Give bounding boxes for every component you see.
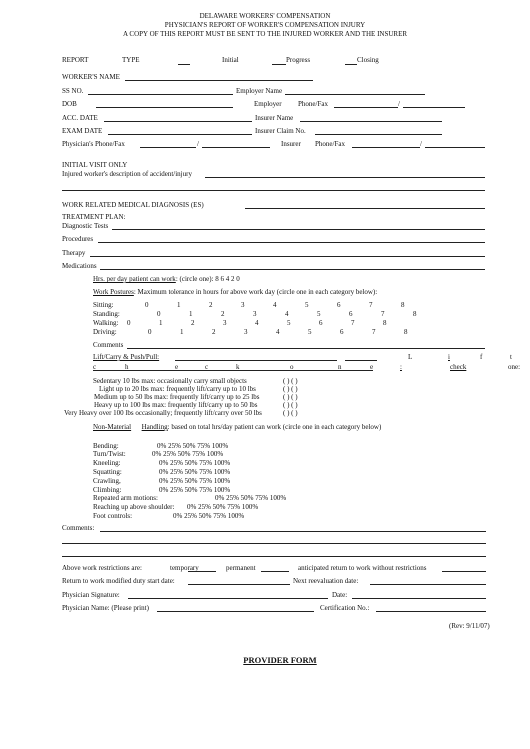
handling-row-values[interactable]: 0% 25% 50% 75% 100% xyxy=(159,459,231,467)
closing-option: Closing xyxy=(357,56,379,64)
scatter-letter: t xyxy=(510,353,512,361)
lift-carry-field-2[interactable] xyxy=(345,360,377,361)
lift-row-marks[interactable]: ( ) ( ) xyxy=(283,377,298,385)
posture-hour-option[interactable]: 8 xyxy=(401,301,405,309)
anticipated-return-option: anticipated return to work without restrictions xyxy=(298,564,427,572)
handling-instructions: : based on total hrs/day patient can work (circle one in each category below) xyxy=(167,423,382,431)
work-postures xyxy=(93,288,377,297)
posture-row-name: Walking: xyxy=(93,319,119,327)
employer-name-field[interactable] xyxy=(285,94,425,95)
scatter-letter: o xyxy=(290,363,294,371)
temporary-option: temporary xyxy=(170,564,199,572)
posture-hour-option[interactable]: 6 xyxy=(337,301,341,309)
posture-hour-option[interactable]: 0 xyxy=(157,310,161,318)
posture-hour-option[interactable]: 4 xyxy=(255,319,259,327)
handling-label-1: Non-Material xyxy=(93,423,132,431)
handling-row-values[interactable]: 0% 25% 50% 75% 100% xyxy=(159,477,231,485)
handling-comments-line2[interactable] xyxy=(62,543,486,544)
ss-no-label: SS NO. xyxy=(62,87,84,95)
scatter-letter: c xyxy=(205,363,209,371)
handling-row-name: Bending: xyxy=(93,442,119,450)
certification-no-label: Certification No.: xyxy=(320,604,370,612)
posture-hour-option[interactable]: 6 xyxy=(340,328,344,336)
handling-label-2: Handling xyxy=(141,423,168,431)
procedures-field[interactable] xyxy=(98,242,485,243)
hours-per-day-label: Hrs. per day patient can work xyxy=(93,275,176,283)
procedures-label: Procedures xyxy=(62,235,94,243)
handling-row-name: Kneeling: xyxy=(93,459,121,467)
posture-comments-field[interactable] xyxy=(127,348,485,349)
lift-carry-underline xyxy=(93,370,373,371)
work-postures-instructions: : Maximum tolerance in hours for above work day (circle one in each category below): xyxy=(133,288,378,296)
physicians-phone-field[interactable] xyxy=(140,147,196,148)
scatter-letter: i xyxy=(448,353,450,361)
posture-row-name: Standing: xyxy=(93,310,120,318)
posture-row-name: Driving: xyxy=(93,328,117,336)
diagnosis-label: WORK RELATED MEDICAL DIAGNOSIS (ES) xyxy=(62,201,204,209)
posture-hour-option[interactable]: 7 xyxy=(381,310,385,318)
handling-comments-line3[interactable] xyxy=(62,556,486,557)
provider-form-footer: PROVIDER FORM xyxy=(243,655,317,665)
posture-hour-option[interactable]: 3 xyxy=(253,310,257,318)
handling-row-values[interactable]: 0% 25% 50% 75% 100% xyxy=(173,512,245,520)
handling-comments-label: Comments: xyxy=(62,524,95,532)
lift-carry-field[interactable] xyxy=(175,360,337,361)
acc-date-label: ACC. DATE xyxy=(62,114,98,122)
physician-signature-field[interactable] xyxy=(128,598,328,599)
handling-row-values[interactable]: 0% 25% 50% 75% 100% xyxy=(159,486,231,494)
physician-name-label: Physician Name: (Please print) xyxy=(62,604,149,612)
scatter-letter: e xyxy=(175,363,179,371)
type-label: TYPE xyxy=(122,56,140,64)
physicians-phone-fax-label: Physician's Phone/Fax xyxy=(62,140,125,148)
handling-row-values[interactable]: 0% 25% 50% 75% 100% xyxy=(152,450,224,458)
posture-row-name: Sitting: xyxy=(93,301,114,309)
medications-label: Medications xyxy=(62,262,97,270)
certification-no-field[interactable] xyxy=(376,611,486,612)
posture-hour-option[interactable]: 8 xyxy=(404,328,408,336)
scatter-letter: f xyxy=(480,353,483,361)
scatter-letter: : xyxy=(400,363,402,371)
injury-description-label: Injured worker's description of accident/injury xyxy=(62,170,192,178)
diagnosis-field[interactable] xyxy=(245,208,485,209)
posture-hour-option[interactable]: 6 xyxy=(349,310,353,318)
handling-row-name: Climbing: xyxy=(93,486,122,494)
revision-date: (Rev: 9/11/07) xyxy=(449,622,490,630)
acc-date-field[interactable] xyxy=(104,121,252,122)
report-label: REPORT xyxy=(62,56,89,64)
posture-hour-option[interactable]: 1 xyxy=(180,328,184,336)
posture-hour-option[interactable]: 4 xyxy=(285,310,289,318)
lift-row-marks[interactable]: ( ) ( ) xyxy=(283,385,298,393)
therapy-field[interactable] xyxy=(90,256,485,257)
return-modified-field[interactable] xyxy=(188,584,290,585)
posture-hour-option[interactable]: 0 xyxy=(145,301,149,309)
employer-phone-field[interactable] xyxy=(334,107,398,108)
posture-hour-option[interactable]: 0 xyxy=(127,319,131,327)
handling-row-name: Reaching up above shoulder: xyxy=(93,503,175,511)
scatter-check: check xyxy=(450,363,467,371)
posture-hour-option[interactable]: 8 xyxy=(383,319,387,327)
lift-row-medium: Medium up to 50 lbs max: frequently lift/carry up to 25 lbs xyxy=(94,393,260,401)
exam-date-label: EXAM DATE xyxy=(62,127,103,135)
return-modified-label: Return to work modified duty start date: xyxy=(62,577,175,585)
handling-comments-field[interactable] xyxy=(100,531,486,532)
above-work-label: Above work restrictions are: xyxy=(62,564,142,572)
progress-option: Progress xyxy=(286,56,311,64)
handling-row-values[interactable]: 0% 25% 50% 75% 100% xyxy=(159,468,231,476)
lift-row-marks[interactable]: ( ) ( ) xyxy=(283,409,298,417)
posture-hour-option[interactable]: 7 xyxy=(369,301,373,309)
posture-hour-option[interactable]: 1 xyxy=(189,310,193,318)
scatter-one: one: xyxy=(508,363,521,371)
handling-row-values[interactable]: 0% 25% 50% 75% 100% xyxy=(187,503,259,511)
posture-hour-option[interactable]: 2 xyxy=(191,319,195,327)
work-postures-label: Work Postures xyxy=(93,288,134,296)
scatter-letter: L xyxy=(408,353,413,361)
injury-description-line2[interactable] xyxy=(62,190,485,191)
diagnostic-tests-field[interactable] xyxy=(112,229,485,230)
posture-hour-option[interactable]: 3 xyxy=(241,301,245,309)
insurer-phone-fax-label: Phone/Fax xyxy=(315,140,345,148)
posture-hour-option[interactable]: 4 xyxy=(276,328,280,336)
handling-row-name: Turn/Twist: xyxy=(93,450,126,458)
handling-row-name: Foot controls: xyxy=(93,512,133,520)
scatter-letter: e xyxy=(370,363,374,371)
posture-hour-option[interactable]: 2 xyxy=(212,328,216,336)
lift-row-light: Light up to 20 lbs max: frequently lift/carry up to 10 lbs xyxy=(99,385,256,393)
posture-comments-label: Comments xyxy=(93,341,124,349)
handling-row-values[interactable]: 0% 25% 50% 75% 100% xyxy=(215,494,287,502)
medications-field[interactable] xyxy=(100,269,485,270)
posture-hour-option[interactable]: 2 xyxy=(209,301,213,309)
therapy-label: Therapy xyxy=(62,249,86,257)
lift-row-very-heavy: Very Heavy over 100 lbs occasionally; frequently lift/carry over 50 lbs xyxy=(64,409,262,417)
handling-heading xyxy=(93,423,381,432)
form-title-line1: DELAWARE WORKERS' COMPENSATION xyxy=(199,12,331,20)
closing-blank[interactable] xyxy=(345,64,357,65)
insurer-phone-slash: / xyxy=(420,140,422,148)
diagnostic-tests-label: Diagnostic Tests xyxy=(62,222,109,230)
lift-carry-label: Lift/Carry & Push/Pull: xyxy=(93,353,160,361)
posture-hour-option[interactable]: 1 xyxy=(177,301,181,309)
initial-blank[interactable] xyxy=(178,64,190,65)
posture-hour-option[interactable]: 5 xyxy=(308,328,312,336)
hours-per-day-options: : (circle one): 8 6 4 2 0 xyxy=(175,275,240,283)
lift-row-sedentary: Sedentary 10 lbs max: occasionally carry small objects xyxy=(93,377,247,385)
hours-per-day xyxy=(93,275,240,284)
scatter-letter: n xyxy=(338,363,342,371)
posture-hour-option[interactable]: 7 xyxy=(372,328,376,336)
form-title-line3: A COPY OF THIS REPORT MUST BE SENT TO THE INJURED WORKER AND THE INSURER xyxy=(122,30,408,38)
progress-blank[interactable] xyxy=(272,64,286,65)
signature-date-label: Date: xyxy=(332,591,348,599)
physicians-phone-slash: / xyxy=(197,140,199,148)
posture-hour-option[interactable]: 1 xyxy=(159,319,163,327)
anticipated-return-blank[interactable] xyxy=(442,571,486,572)
insurer-claim-no-label: Insurer Claim No. xyxy=(255,127,306,135)
employer-name-label: Employer Name xyxy=(236,87,283,95)
initial-visit-title: INITIAL VISIT ONLY xyxy=(62,161,128,169)
insurer-phone-label: Insurer xyxy=(281,140,301,148)
posture-hour-option[interactable]: 5 xyxy=(287,319,291,327)
lift-row-marks[interactable]: ( ) ( ) xyxy=(283,393,298,401)
posture-hour-option[interactable]: 2 xyxy=(221,310,225,318)
employer-fax-field[interactable] xyxy=(403,107,465,108)
insurer-claim-no-field[interactable] xyxy=(315,134,442,135)
insurer-fax-field[interactable] xyxy=(425,147,485,148)
initial-option: Initial xyxy=(222,56,239,64)
treatment-plan-title: TREATMENT PLAN: xyxy=(62,213,126,221)
signature-date-field[interactable] xyxy=(352,598,486,599)
handling-row-name: Crawling, xyxy=(93,477,121,485)
next-reevaluation-label: Next reevaluation date: xyxy=(293,577,359,585)
posture-hour-option[interactable]: 7 xyxy=(351,319,355,327)
insurer-phone-field[interactable] xyxy=(352,147,420,148)
temporary-blank[interactable] xyxy=(188,571,216,572)
posture-hour-option[interactable]: 5 xyxy=(305,301,309,309)
physician-name-field[interactable] xyxy=(157,611,314,612)
permanent-blank[interactable] xyxy=(261,571,289,572)
lift-row-heavy: Heavy up to 100 lbs max: frequently lift/carry up to 50 lbs xyxy=(94,401,258,409)
posture-hour-option[interactable]: 6 xyxy=(319,319,323,327)
scatter-letter: c xyxy=(93,363,97,371)
handling-row-name: Repeated arm motions: xyxy=(93,494,158,502)
ss-no-field[interactable] xyxy=(88,94,233,95)
employer-phone-label: Employer xyxy=(254,100,282,108)
handling-row-name: Squatting: xyxy=(93,468,122,476)
posture-hour-option[interactable]: 8 xyxy=(413,310,417,318)
workers-name-field[interactable] xyxy=(125,80,313,81)
lift-row-marks[interactable]: ( ) ( ) xyxy=(283,401,298,409)
scatter-letter: h xyxy=(125,363,129,371)
physicians-fax-field[interactable] xyxy=(202,147,270,148)
scatter-letter: k xyxy=(236,363,240,371)
posture-hour-option[interactable]: 5 xyxy=(317,310,321,318)
workers-name-label: WORKER'S NAME xyxy=(62,73,120,81)
posture-hour-option[interactable]: 4 xyxy=(273,301,277,309)
posture-hour-option[interactable]: 3 xyxy=(244,328,248,336)
employer-phone-fax-label: Phone/Fax xyxy=(298,100,328,108)
employer-phone-slash: / xyxy=(398,100,400,108)
insurer-name-label: Insurer Name xyxy=(255,114,294,122)
permanent-option: permanent xyxy=(226,564,256,572)
dob-field[interactable] xyxy=(96,107,233,108)
physician-signature-label: Physician Signature: xyxy=(62,591,120,599)
dob-label: DOB xyxy=(62,100,77,108)
posture-hour-option[interactable]: 3 xyxy=(223,319,227,327)
handling-row-values[interactable]: 0% 25% 50% 75% 100% xyxy=(157,442,229,450)
form-title-line2: PHYSICIAN'S REPORT OF WORKER'S COMPENSATION INJURY xyxy=(164,21,366,29)
insurer-name-field[interactable] xyxy=(300,121,442,122)
next-reevaluation-field[interactable] xyxy=(370,584,486,585)
exam-date-field[interactable] xyxy=(108,134,252,135)
injury-description-field[interactable] xyxy=(205,177,485,178)
posture-hour-option[interactable]: 0 xyxy=(148,328,152,336)
